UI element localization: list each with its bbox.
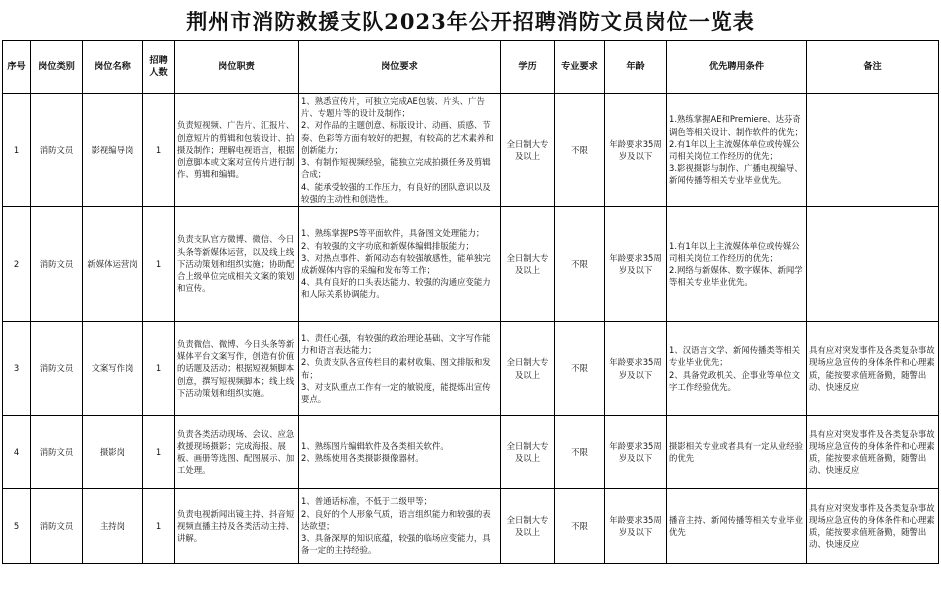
header-name: 岗位名称 [83,41,143,94]
cell-count: 1 [143,489,175,564]
table-header-row [3,41,939,94]
cell-education: 全日制大专及以上 [501,322,555,416]
header-age: 年龄 [605,41,667,94]
table-row [3,416,939,489]
cell-note [807,207,939,322]
cell-note: 具有应对突发事件及各类复杂事故现场应急宣传的身体条件和心理素质，能按要求值班备勤，随警出动、快速反应 [807,322,939,416]
cell-no: 1 [3,94,31,207]
cell-name: 影视编导岗 [83,94,143,207]
cell-age: 年龄要求35周岁及以下 [605,207,667,322]
cell-duty: 负责短视频、广告片、汇报片、创意短片的剪辑和包装设计、拍摄及制作；理解电视语言，根据创意脚本或文案对宣传片进行制作、剪辑和编辑。 [175,94,299,207]
header-count: 招聘人数 [143,41,175,94]
cell-major: 不限 [555,416,605,489]
table-row [3,322,939,416]
cell-preference: 1.熟练掌握AE和Premiere、达芬奇调色等相关设计、制作软件的优先； 2.有1年以上主流媒体单位或传媒公司相关岗位工作经历的优先； 3.影视摄影与制作、广播电视编导、新闻传播等相关专业毕业优先。 [667,94,807,207]
cell-education: 全日制大专及以上 [501,489,555,564]
cell-name: 新媒体运营岗 [83,207,143,322]
cell-count: 1 [143,416,175,489]
cell-category: 消防文员 [31,207,83,322]
header-category: 岗位类别 [31,41,83,94]
header-preference: 优先聘用条件 [667,41,807,94]
page-title: 荆州市消防救援支队2023年公开招聘消防文员岗位一览表 [186,9,755,34]
header-note: 备注 [807,41,939,94]
cell-no: 2 [3,207,31,322]
cell-age: 年龄要求35周岁及以下 [605,489,667,564]
header-education: 学历 [501,41,555,94]
cell-duty: 负责电视新闻出镜主持、抖音短视频直播主持及各类活动主持、讲解。 [175,489,299,564]
cell-requirements: 1、熟练图片编辑软件及各类相关软件。 2、熟练使用各类摄影摄像器材。 [299,416,501,489]
cell-count: 1 [143,322,175,416]
cell-note [807,94,939,207]
header-duty: 岗位职责 [175,41,299,94]
cell-duty: 负责支队官方微博、微信、今日头条等新媒体运营，以及线上线下活动策划和组织实施；协助配合上级单位完成相关文案的策划和宣传。 [175,207,299,322]
header-requirements: 岗位要求 [299,41,501,94]
cell-requirements: 1、熟练掌握PS等平面软件，具备图文处理能力； 2、有较强的文字功底和新媒体编辑排版能力； 3、对热点事件、新闻动态有较强敏感性，能单独完成新媒体内容的采编和发布等工作； 4、具有良好的口头表达能力、较强的沟通应变能力和人际关系协调能力。 [299,207,501,322]
cell-preference: 1.有1年以上主流媒体单位或传媒公司相关岗位工作经历的优先； 2.网络与新媒体、数字媒体、新闻学等相关专业毕业优先。 [667,207,807,322]
cell-category: 消防文员 [31,416,83,489]
cell-major: 不限 [555,94,605,207]
table-row [3,489,939,564]
cell-name: 摄影岗 [83,416,143,489]
cell-requirements: 1、熟悉宣传片，可独立完成AE包装、片头、广告片、专题片等的设计及制作； 2、对作品的主题创意、标版设计、动画、质感、节奏、色彩等方面有较好的把握，有较高的艺术素养和创新能力； 3、有制作短视频经验，能独立完成拍摄任务及剪辑合成； 4、能承受较强的工作压力，有良好的团队意识以及较强的主动性和创造性。 [299,94,501,207]
cell-major: 不限 [555,322,605,416]
cell-requirements: 1、普通话标准，不低于二级甲等； 2、良好的个人形象气质，语言组织能力和较强的表达欲望； 3、具备深厚的知识底蕴，较强的临场应变能力，具备一定的主持经验。 [299,489,501,564]
cell-education: 全日制大专及以上 [501,94,555,207]
cell-no: 3 [3,322,31,416]
cell-note: 具有应对突发事件及各类复杂事故现场应急宣传的身体条件和心理素质，能按要求值班备勤，随警出动、快速反应 [807,416,939,489]
cell-requirements: 1、责任心强，有较强的政治理论基础、文字写作能力和语言表达能力； 2、负责支队各宣传栏目的素材收集、图文排版和发布； 3、对支队重点工作有一定的敏锐度，能提炼出宣传要点。 [299,322,501,416]
cell-major: 不限 [555,207,605,322]
cell-name: 文案写作岗 [83,322,143,416]
cell-preference: 1、汉语言文学、新闻传播类等相关专业毕业优先； 2、具备党政机关、企事业等单位文字工作经验优先。 [667,322,807,416]
cell-age: 年龄要求35周岁及以下 [605,94,667,207]
cell-preference: 播音主持、新闻传播等相关专业毕业优先 [667,489,807,564]
cell-education: 全日制大专及以上 [501,416,555,489]
cell-note: 具有应对突发事件及各类复杂事故现场应急宣传的身体条件和心理素质，能按要求值班备勤，随警出动、快速反应 [807,489,939,564]
table-row [3,94,939,207]
cell-no: 5 [3,489,31,564]
cell-preference: 摄影相关专业或者具有一定从业经验的优先 [667,416,807,489]
cell-education: 全日制大专及以上 [501,207,555,322]
cell-age: 年龄要求35周岁及以下 [605,322,667,416]
cell-age: 年龄要求35周岁及以下 [605,416,667,489]
cell-category: 消防文员 [31,489,83,564]
cell-count: 1 [143,94,175,207]
cell-duty: 负责微信、微博、今日头条等新媒体平台文案写作，创造有价值的话题及活动；根据短视频脚本创意，撰写短视频脚本；线上线下活动策划和组织实施。 [175,322,299,416]
cell-duty: 负责各类活动现场、会议、应急救援现场摄影；完成海报、展板、画册等选图、配图展示、加工处理。 [175,416,299,489]
positions-table [2,40,939,564]
cell-major: 不限 [555,489,605,564]
cell-no: 4 [3,416,31,489]
cell-category: 消防文员 [31,322,83,416]
header-no: 序号 [3,41,31,94]
cell-count: 1 [143,207,175,322]
header-major: 专业要求 [555,41,605,94]
table-row [3,207,939,322]
cell-category: 消防文员 [31,94,83,207]
cell-name: 主持岗 [83,489,143,564]
